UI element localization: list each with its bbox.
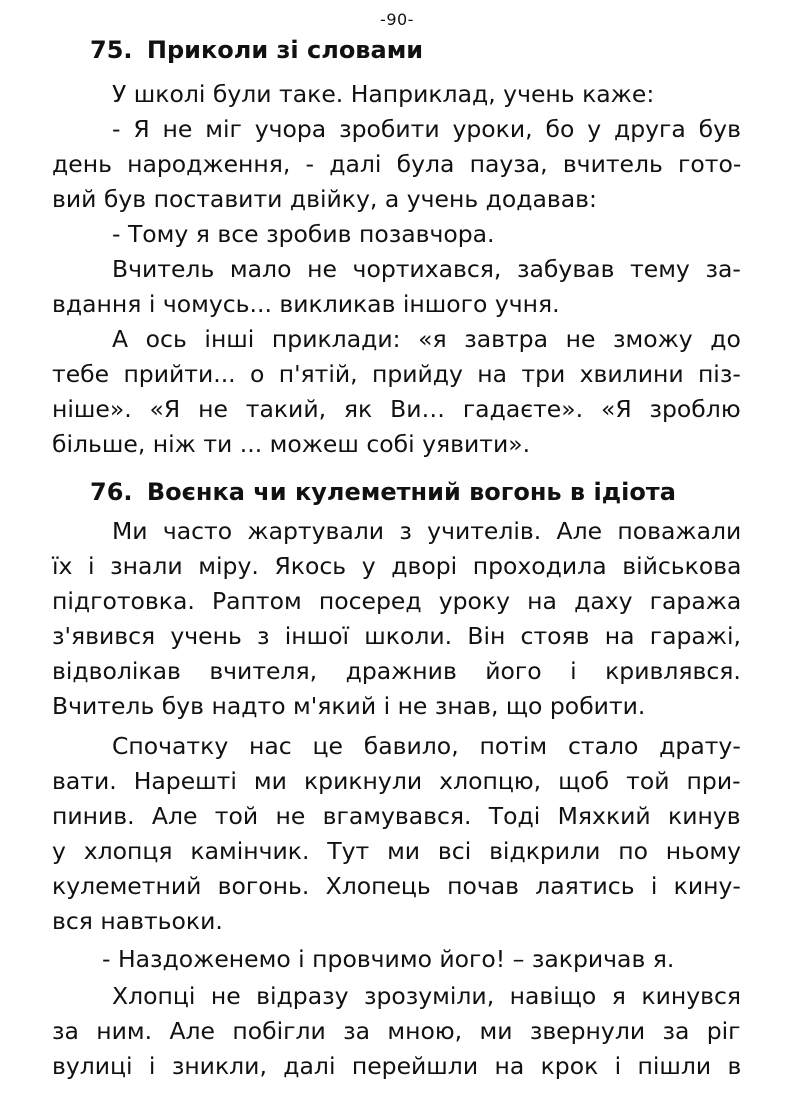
text-line: підготовка. Раптом посеред уроку на даху гаража xyxy=(52,587,742,615)
text-line: Вчитель мало не чортихався, забував тему за- xyxy=(112,255,741,283)
text-line: У школі були таке. Наприклад, учень каже: xyxy=(112,80,655,108)
text-line: пинив. Але той не вгамувався. Тоді Мяхкий кинув xyxy=(52,802,741,830)
text-line: вся навтьоки. xyxy=(52,907,223,935)
text-line: - Я не міг учора зробити уроки, бо у друга був xyxy=(112,115,741,143)
text-line: вати. Нарешті ми крикнули хлопцю, щоб той при- xyxy=(52,767,741,795)
text-line: вдання і чомусь... викликав іншого учня. xyxy=(52,290,560,318)
text-line: день народження, - далі була пауза, вчитель гото- xyxy=(52,150,742,178)
text-line: Спочатку нас це бавило, потім стало драту- xyxy=(112,732,741,760)
section-number: 76. xyxy=(90,478,133,506)
text-line: - Тому я все зробив позавчора. xyxy=(112,220,495,248)
text-line: вий був поставити двійку, а учень додавав: xyxy=(52,185,597,213)
text-line: за ним. Але побігли за мною, ми звернули за ріг xyxy=(52,1017,741,1045)
text-line: вулиці і зникли, далі перейшли на крок і пішли в xyxy=(52,1052,742,1080)
text-line: Хлопці не відразу зрозуміли, навіщо я кинувся xyxy=(112,982,742,1010)
text-line: тебе прийти... о п'ятій, прийду на три хвилини піз- xyxy=(52,360,741,388)
section-heading xyxy=(90,478,676,506)
section-title: Воєнка чи кулеметний вогонь в ідіота xyxy=(146,478,676,506)
text-line: - Наздоженемо і провчимо його! – закричав я. xyxy=(102,945,675,973)
text-line: Вчитель був надто м'який і не знав, що робити. xyxy=(52,692,646,720)
text-line: ніше». «Я не такий, як Ви… гадаєте». «Я зроблю xyxy=(52,395,741,423)
text-line: з'явився учень з іншої школи. Він стояв на гаражі, xyxy=(52,622,741,650)
page-number: -90- xyxy=(380,10,414,29)
section-number: 75. xyxy=(90,36,133,64)
text-line: у хлопця камінчик. Тут ми всі відкрили по ньому xyxy=(52,837,742,865)
text-line: Ми часто жартували з учителів. Але поважали xyxy=(112,517,742,545)
text-line: А ось інші приклади: «я завтра не зможу до xyxy=(112,325,741,353)
section-title: Приколи зі словами xyxy=(146,36,424,64)
section-heading xyxy=(90,36,423,64)
text-line: їх і знали міру. Якось у дворі проходила військова xyxy=(52,552,742,580)
text-line: відволікав вчителя, дражнив його і кривлявся. xyxy=(52,657,741,685)
text-line: кулеметний вогонь. Хлопець почав лаятись і кину- xyxy=(52,872,741,900)
text-line: більше, ніж ти ... можеш собі уявити». xyxy=(52,430,531,458)
